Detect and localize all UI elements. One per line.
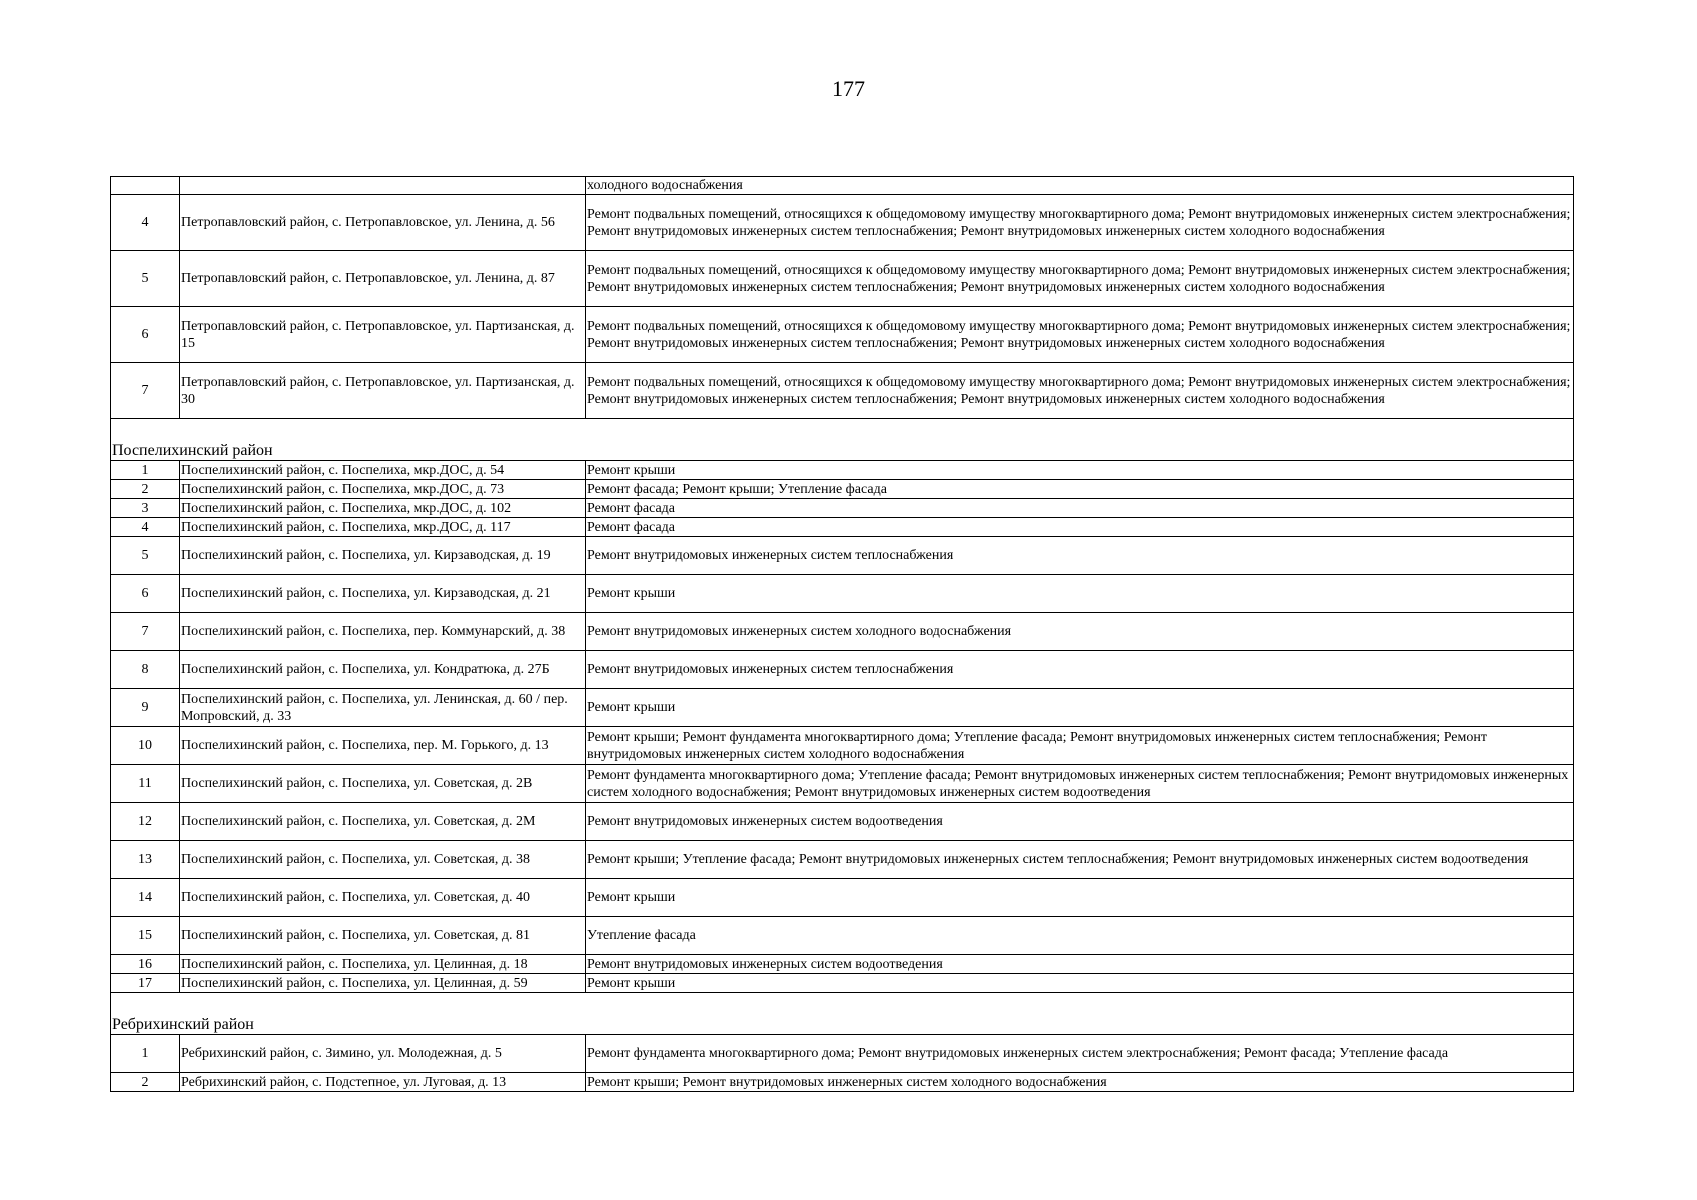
- row-address: Петропавловский район, с. Петропавловское, ул. Партизанская, д. 15: [180, 307, 586, 363]
- row-address: Поспелихинский район, с. Поспелиха, пер. Коммунарский, д. 38: [180, 613, 586, 651]
- row-address: Поспелихинский район, с. Поспелиха, ул. Советская, д. 2М: [180, 803, 586, 841]
- row-number: 4: [111, 195, 180, 251]
- table-row: [111, 689, 1574, 727]
- row-address: Поспелихинский район, с. Поспелиха, ул. Советская, д. 40: [180, 879, 586, 917]
- row-works: Утепление фасада: [586, 917, 1574, 955]
- row-address: Поспелихинский район, с. Поспелиха, мкр.ДОС, д. 54: [180, 461, 586, 480]
- row-address: Петропавловский район, с. Петропавловское, ул. Ленина, д. 87: [180, 251, 586, 307]
- table-row: [111, 480, 1574, 499]
- table-row: [111, 841, 1574, 879]
- row-address: Поспелихинский район, с. Поспелиха, ул. Советская, д. 2В: [180, 765, 586, 803]
- row-address: Петропавловский район, с. Петропавловское, ул. Партизанская, д. 30: [180, 363, 586, 419]
- table-row: [111, 461, 1574, 480]
- table-body: [111, 177, 1574, 1092]
- row-number: 1: [111, 1035, 180, 1073]
- table-row: [111, 307, 1574, 363]
- row-works: Ремонт внутридомовых инженерных систем теплоснабжения: [586, 651, 1574, 689]
- row-address: Поспелихинский район, с. Поспелиха, пер. М. Горького, д. 13: [180, 727, 586, 765]
- row-works: Ремонт фасада: [586, 499, 1574, 518]
- row-number: 14: [111, 879, 180, 917]
- row-number: 6: [111, 307, 180, 363]
- table-row: [111, 363, 1574, 419]
- row-address: [180, 177, 586, 195]
- row-number: 7: [111, 613, 180, 651]
- row-works: Ремонт крыши: [586, 461, 1574, 480]
- table-row: [111, 803, 1574, 841]
- table-row: [111, 499, 1574, 518]
- row-works: Ремонт подвальных помещений, относящихся к общедомовому имуществу многоквартирного дома; Ремонт внутридомовых инженерных систем электроснабжения; Ремонт внутридомовых инженерных систем теплоснабжения; Ремонт внутридомовых инженерных систем холодного водоснабжения: [586, 195, 1574, 251]
- table-row: [111, 765, 1574, 803]
- table-row: [111, 575, 1574, 613]
- row-number: 6: [111, 575, 180, 613]
- row-address: Петропавловский район, с. Петропавловское, ул. Ленина, д. 56: [180, 195, 586, 251]
- row-works: холодного водоснабжения: [586, 177, 1574, 195]
- row-address: Поспелихинский район, с. Поспелиха, мкр.ДОС, д. 73: [180, 480, 586, 499]
- page-number: 177: [832, 76, 865, 101]
- row-works: Ремонт крыши; Утепление фасада; Ремонт внутридомовых инженерных систем теплоснабжения; Ремонт внутридомовых инженерных систем водоотведения: [586, 841, 1574, 879]
- row-number: 5: [111, 251, 180, 307]
- table-row: [111, 651, 1574, 689]
- row-address: Поспелихинский район, с. Поспелиха, ул. Ленинская, д. 60 / пер. Мопровский, д. 33: [180, 689, 586, 727]
- row-works: Ремонт подвальных помещений, относящихся к общедомовому имуществу многоквартирного дома; Ремонт внутридомовых инженерных систем электроснабжения; Ремонт внутридомовых инженерных систем теплоснабжения; Ремонт внутридомовых инженерных систем холодного водоснабжения: [586, 251, 1574, 307]
- row-number: 15: [111, 917, 180, 955]
- row-works: Ремонт крыши: [586, 689, 1574, 727]
- row-number: 12: [111, 803, 180, 841]
- row-number: 3: [111, 499, 180, 518]
- section-title: Поспелихинский район: [111, 419, 1574, 461]
- table-row: [111, 537, 1574, 575]
- table-row: [111, 727, 1574, 765]
- table-row: [111, 974, 1574, 993]
- row-works: Ремонт фундамента многоквартирного дома; Утепление фасада; Ремонт внутридомовых инженерных систем теплоснабжения; Ремонт внутридомовых инженерных систем холодного водоснабжения; Ремонт внутридомовых инженерных систем водоотведения: [586, 765, 1574, 803]
- row-address: Поспелихинский район, с. Поспелиха, мкр.ДОС, д. 102: [180, 499, 586, 518]
- row-number: 16: [111, 955, 180, 974]
- table-row: [111, 917, 1574, 955]
- row-number: 7: [111, 363, 180, 419]
- row-address: Поспелихинский район, с. Поспелиха, мкр.ДОС, д. 117: [180, 518, 586, 537]
- row-number: 8: [111, 651, 180, 689]
- row-number: 11: [111, 765, 180, 803]
- section-header-row: [111, 993, 1574, 1035]
- row-works: Ремонт фундамента многоквартирного дома; Ремонт внутридомовых инженерных систем электроснабжения; Ремонт фасада; Утепление фасада: [586, 1035, 1574, 1073]
- row-address: Поспелихинский район, с. Поспелиха, ул. Целинная, д. 59: [180, 974, 586, 993]
- row-works: Ремонт крыши: [586, 879, 1574, 917]
- row-address: Поспелихинский район, с. Поспелиха, ул. Советская, д. 38: [180, 841, 586, 879]
- row-works: Ремонт крыши: [586, 575, 1574, 613]
- row-number: 5: [111, 537, 180, 575]
- row-number: 1: [111, 461, 180, 480]
- row-address: Поспелихинский район, с. Поспелиха, ул. Целинная, д. 18: [180, 955, 586, 974]
- section-title: Ребрихинский район: [111, 993, 1574, 1035]
- row-works: Ремонт подвальных помещений, относящихся к общедомовому имуществу многоквартирного дома; Ремонт внутридомовых инженерных систем электроснабжения; Ремонт внутридомовых инженерных систем теплоснабжения; Ремонт внутридомовых инженерных систем холодного водоснабжения: [586, 363, 1574, 419]
- row-number: 10: [111, 727, 180, 765]
- row-number: 2: [111, 1073, 180, 1092]
- table-row: [111, 518, 1574, 537]
- row-address: Поспелихинский район, с. Поспелиха, ул. Кондратюка, д. 27Б: [180, 651, 586, 689]
- table-row: [111, 613, 1574, 651]
- row-number: 17: [111, 974, 180, 993]
- row-address: Ребрихинский район, с. Подстепное, ул. Луговая, д. 13: [180, 1073, 586, 1092]
- row-works: Ремонт внутридомовых инженерных систем холодного водоснабжения: [586, 613, 1574, 651]
- row-works: Ремонт внутридомовых инженерных систем теплоснабжения: [586, 537, 1574, 575]
- row-number: 4: [111, 518, 180, 537]
- row-works: Ремонт подвальных помещений, относящихся к общедомовому имуществу многоквартирного дома; Ремонт внутридомовых инженерных систем электроснабжения; Ремонт внутридомовых инженерных систем теплоснабжения; Ремонт внутридомовых инженерных систем холодного водоснабжения: [586, 307, 1574, 363]
- row-works: Ремонт фасада; Ремонт крыши; Утепление фасада: [586, 480, 1574, 499]
- row-works: Ремонт крыши; Ремонт внутридомовых инженерных систем холодного водоснабжения: [586, 1073, 1574, 1092]
- row-number: [111, 177, 180, 195]
- row-works: Ремонт крыши; Ремонт фундамента многоквартирного дома; Утепление фасада; Ремонт внутридомовых инженерных систем теплоснабжения; Ремонт внутридомовых инженерных систем холодного водоснабжения: [586, 727, 1574, 765]
- table-row: [111, 879, 1574, 917]
- row-address: Ребрихинский район, с. Зимино, ул. Молодежная, д. 5: [180, 1035, 586, 1073]
- table-row: [111, 177, 1574, 195]
- row-address: Поспелихинский район, с. Поспелиха, ул. Советская, д. 81: [180, 917, 586, 955]
- row-works: Ремонт фасада: [586, 518, 1574, 537]
- table-row: [111, 251, 1574, 307]
- table-row: [111, 195, 1574, 251]
- table-row: [111, 1073, 1574, 1092]
- repair-program-table: [110, 176, 1574, 1092]
- row-address: Поспелихинский район, с. Поспелиха, ул. Кирзаводская, д. 19: [180, 537, 586, 575]
- section-header-row: [111, 419, 1574, 461]
- row-works: Ремонт внутридомовых инженерных систем водоотведения: [586, 955, 1574, 974]
- table-row: [111, 955, 1574, 974]
- row-address: Поспелихинский район, с. Поспелиха, ул. Кирзаводская, д. 21: [180, 575, 586, 613]
- row-number: 9: [111, 689, 180, 727]
- row-works: Ремонт внутридомовых инженерных систем водоотведения: [586, 803, 1574, 841]
- row-number: 2: [111, 480, 180, 499]
- row-number: 13: [111, 841, 180, 879]
- row-works: Ремонт крыши: [586, 974, 1574, 993]
- table-row: [111, 1035, 1574, 1073]
